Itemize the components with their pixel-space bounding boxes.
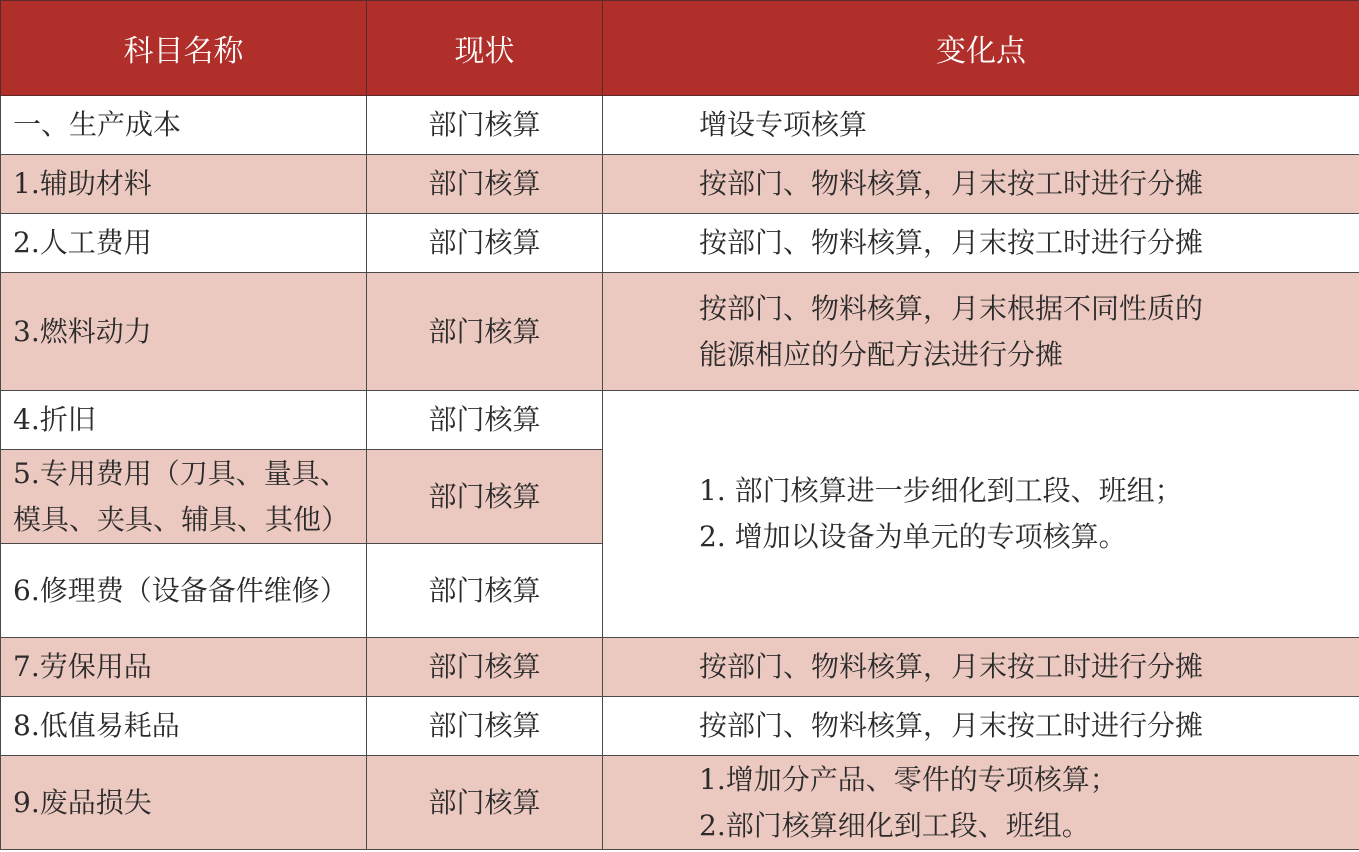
change-cell	[603, 273, 1359, 391]
subject-name-cell: 一、生产成本	[1, 96, 367, 155]
subject-name-cell: 2.人工费用	[1, 214, 367, 273]
change-line: 1.增加分产品、零件的专项核算；	[699, 762, 1118, 796]
change-line: 按部门、物料核算，月末按工时进行分摊	[699, 709, 1204, 742]
table-row	[1, 155, 1359, 214]
status-cell: 部门核算	[367, 638, 603, 697]
status-cell: 部门核算	[367, 697, 603, 756]
subject-name-cell: 1.辅助材料	[1, 155, 367, 214]
change-line: 2.部门核算细化到工段、班组。	[699, 808, 1090, 842]
table-row	[1, 214, 1359, 273]
subject-name-cell: 6.修理费（设备备件维修）	[1, 544, 367, 638]
table-row	[1, 391, 1359, 450]
subject-name-cell: 8.低值易耗品	[1, 697, 367, 756]
subject-name-cell: 4.折旧	[1, 391, 367, 450]
subject-name-cell: 9.废品损失	[1, 756, 367, 850]
change-line: 按部门、物料核算，月末按工时进行分摊	[699, 167, 1204, 200]
change-line: 按部门、物料核算，月末根据不同性质的	[699, 291, 1204, 325]
table-row	[1, 638, 1359, 697]
change-line: 2. 增加以设备为单元的专项核算。	[699, 520, 1127, 553]
table-row	[1, 756, 1359, 850]
change-line: 按部门、物料核算，月末按工时进行分摊	[699, 650, 1204, 683]
status-cell: 部门核算	[367, 273, 603, 391]
header-subject-name: 科目名称	[1, 1, 367, 96]
status-cell: 部门核算	[367, 756, 603, 850]
status-cell: 部门核算	[367, 214, 603, 273]
change-line: 1. 部门核算进一步细化到工段、班组；	[699, 474, 1183, 507]
change-line: 按部门、物料核算，月末按工时进行分摊	[699, 226, 1204, 259]
subject-name-cell	[1, 450, 367, 544]
merged-change-cell	[603, 391, 1359, 638]
change-cell	[603, 214, 1359, 273]
table-row	[1, 697, 1359, 756]
subject-name-line: 5.专用费用（刀具、量具、	[13, 456, 348, 490]
change-line: 能源相应的分配方法进行分摊	[699, 337, 1064, 371]
change-cell	[603, 96, 1359, 155]
change-cell	[603, 697, 1359, 756]
status-cell: 部门核算	[367, 544, 603, 638]
table-row	[1, 273, 1359, 391]
change-line: 增设专项核算	[699, 108, 868, 141]
table-row	[1, 96, 1359, 155]
status-cell: 部门核算	[367, 450, 603, 544]
status-cell: 部门核算	[367, 155, 603, 214]
change-cell	[603, 638, 1359, 697]
subject-name-line: 模具、夹具、辅具、其他）	[13, 502, 350, 536]
status-cell: 部门核算	[367, 96, 603, 155]
status-cell: 部门核算	[367, 391, 603, 450]
change-cell	[603, 756, 1359, 850]
subject-name-cell: 7.劳保用品	[1, 638, 367, 697]
header-change-point: 变化点	[603, 1, 1359, 96]
header-status: 现状	[367, 1, 603, 96]
subject-name-cell: 3.燃料动力	[1, 273, 367, 391]
change-cell	[603, 155, 1359, 214]
header-row	[1, 1, 1359, 96]
